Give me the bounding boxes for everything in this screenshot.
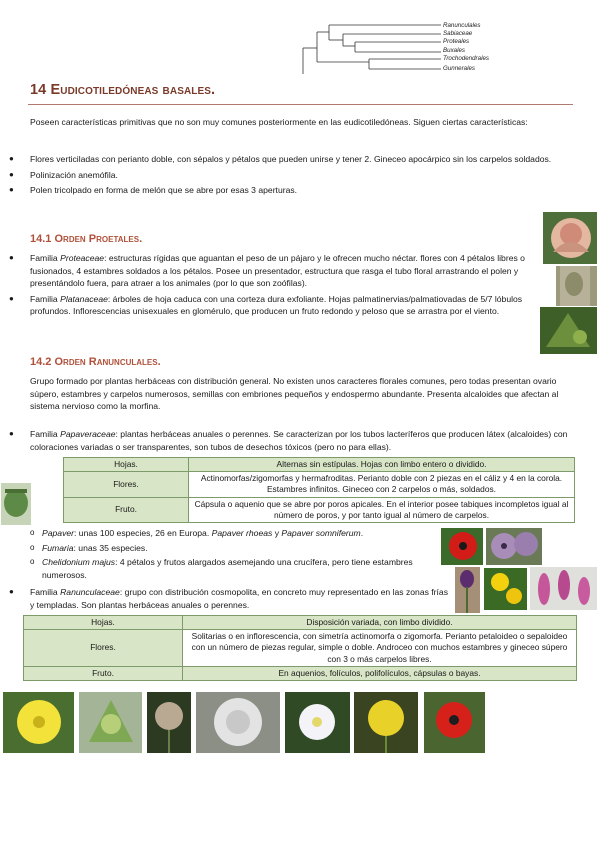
papaveraceae-genera: [30, 527, 442, 581]
nigella-photo: [147, 692, 191, 753]
section-14-title: Eudicotiledóneas basales.: [50, 82, 216, 98]
table-row: [64, 458, 575, 472]
papaver-somniferum-photo: [486, 528, 542, 565]
ranunculaceae-table: [23, 615, 577, 681]
list-item: o Chelidonium majus: 4 pétalos y frutos alargados asemejando una crucífera, pero tiene estambres numerosos.: [30, 557, 413, 580]
section-14-1-title: Orden Proetales.: [54, 233, 143, 245]
family-name: Proteaceae: [60, 253, 105, 263]
table-value: Cápsula o aquenio que se abre por poros apicales. En el interior posee tabiques incompletos igual al número de poros, y por tanto igual al número de carpelos.: [189, 497, 575, 522]
list-item: o Papaver: unas 100 especies, 26 en Europa. Papaver rhoeas y Papaver somniferum.: [30, 528, 364, 538]
clado-label: Ranunculales: [443, 22, 481, 29]
table-key: Fruto.: [24, 666, 183, 680]
platanus-bark-photo: [556, 266, 597, 306]
poppy-capsule-photo: [1, 483, 31, 525]
clado-label: Proteales: [443, 38, 470, 45]
clado-label: Trochodendrales: [443, 55, 489, 62]
family-name: Platanaceae: [60, 293, 108, 304]
section-14-2-title: Orden Ranunculales.: [54, 356, 161, 368]
section-14-number: 14: [30, 82, 47, 98]
list-item: o Fumaria: unas 35 especies.: [30, 542, 148, 553]
ranunculus-photo: [3, 692, 74, 753]
papaveraceae-table: [63, 457, 575, 523]
chelidonium-photo: [484, 568, 527, 610]
table-row: [24, 666, 577, 680]
table-key: Fruto.: [64, 497, 189, 522]
anemone-photo: [285, 692, 350, 753]
ranunculaceae-item: [9, 586, 450, 611]
list-item-proteaceae: ● Familia Proteaceae: estructuras rígidas que aguantan el peso de un pájaro y le ofrecen mucho néctar. flores con 4 pétalos libres o fusionados, 4 estambres soldados a los pétalos. Posee un presentador, estructura que rasga el tubo floral arrastrando el polen y presentándolo fuera, para atraer a los animales (por lo que son zoófilas).: [9, 253, 525, 289]
list-item-platanaceae: ● Familia Platanaceae: árboles de hoja caduca con una corteza dura exfoliante. Hojas palmatinervias/palmatiovadas de 5/7 lóbulos profundos. Inflorescencias unisexuales en glomérulo, que producen un fruto redondo y peloso que se arrastra por el viento.: [9, 293, 523, 317]
table-key: Flores.: [24, 630, 183, 667]
section-14-1-list: [9, 252, 550, 318]
heading-rule: [28, 104, 573, 105]
protea-photo: [543, 212, 597, 264]
section-14-1-number: 14.1: [30, 233, 52, 245]
table-row: [64, 497, 575, 522]
trollius-photo: [354, 692, 418, 753]
clado-label: Sabiaceae: [443, 30, 473, 37]
list-item: ● Flores verticiladas con perianto doble, con sépalos y pétalos que pueden unirse y tener 2. Gineceo apocárpico sin los carpelos soldados.: [9, 154, 552, 164]
list-item: ● Familia Papaveraceae: plantas herbáceas anuales o perennes. Se caracterizan por los tubos lacteríferos que producen látex (alcaloides) con coloraciones variadas o ser transparentes, son tubos de desechos tóxicos (pero no para ellas).: [9, 429, 568, 452]
table-value: Solitarias o en inflorescencia, con simetría actinomorfa o zigomorfa. Perianto petaloideo o sepaloideo con un número de piezas regular, simple o doble. Androceo con muchos estambres y gineceo súpero con 3 o más carpelos libres.: [183, 630, 577, 667]
section-14-2-number: 14.2: [30, 356, 52, 368]
table-key: Hojas.: [64, 458, 189, 472]
adonis-photo: [424, 692, 485, 753]
platanus-leaf-photo: [540, 307, 597, 354]
family-name: Papaveraceae: [60, 429, 116, 439]
table-row: [24, 630, 577, 667]
table-value: Alternas sin estípulas. Hojas con limbo entero o dividido.: [189, 458, 575, 472]
pulsatilla-photo: [196, 692, 280, 753]
section-14-1-heading: [30, 233, 142, 246]
papaveraceae-item: [9, 428, 575, 453]
table-key: Flores.: [64, 472, 189, 497]
section-14-intro: Poseen características primitivas que no son muy comunes posteriormente en las eudicotiledóneas. Siguen ciertas características:: [30, 117, 528, 127]
cladogram-figure: [295, 18, 505, 74]
table-value: Actinomorfas/zigomorfas y hermafroditas. Perianto doble con 2 piezas en el cáliz y 4 en la corola. Estambres infinitos. Gineceo con 2 carpelos o más, soldados.: [189, 472, 575, 497]
table-value: Disposición variada, con limbo dividido.: [183, 616, 577, 630]
section-14-heading: [30, 84, 215, 97]
section-14-2-intro: Grupo formado por plantas herbáceas con distribución general. No existen unos caracteres florales comunes, pero todas presentan ovario súpero, estambres y carpelos numerosos, semillas con embriones pequeños y endospermo abundante. Presenta alcaloides que afectan al sistema nervioso como la morfina.: [30, 376, 559, 412]
fumaria-flowers-photo: [530, 567, 597, 610]
family-name: Ranunculaceae: [60, 587, 120, 597]
table-value: En aquenios, folículos, polifolículos, cápsulas o bayas.: [183, 666, 577, 680]
helleborus-photo: [79, 692, 142, 753]
section-14-2-heading: [30, 356, 161, 369]
list-item: ● Familia Ranunculaceae: grupo con distribución cosmopolita, en concreto muy representado en las zonas frías y templadas. Son plantas herbáceas anuales o perennes.: [9, 587, 449, 610]
clado-label: Buxales: [443, 47, 466, 54]
list-item: ● Polen tricolpado en forma de melón que se abre por esas 3 aperturas.: [9, 185, 298, 196]
papaver-rhoeas-photo: [441, 528, 483, 565]
table-key: Hojas.: [24, 616, 183, 630]
table-row: [64, 472, 575, 497]
table-row: [24, 616, 577, 630]
list-item: ● Polinización anemófila.: [9, 169, 118, 180]
section-14-bullets: [9, 153, 560, 197]
clado-label: Gunnerales: [443, 65, 475, 72]
fumaria-photo: [455, 567, 480, 613]
